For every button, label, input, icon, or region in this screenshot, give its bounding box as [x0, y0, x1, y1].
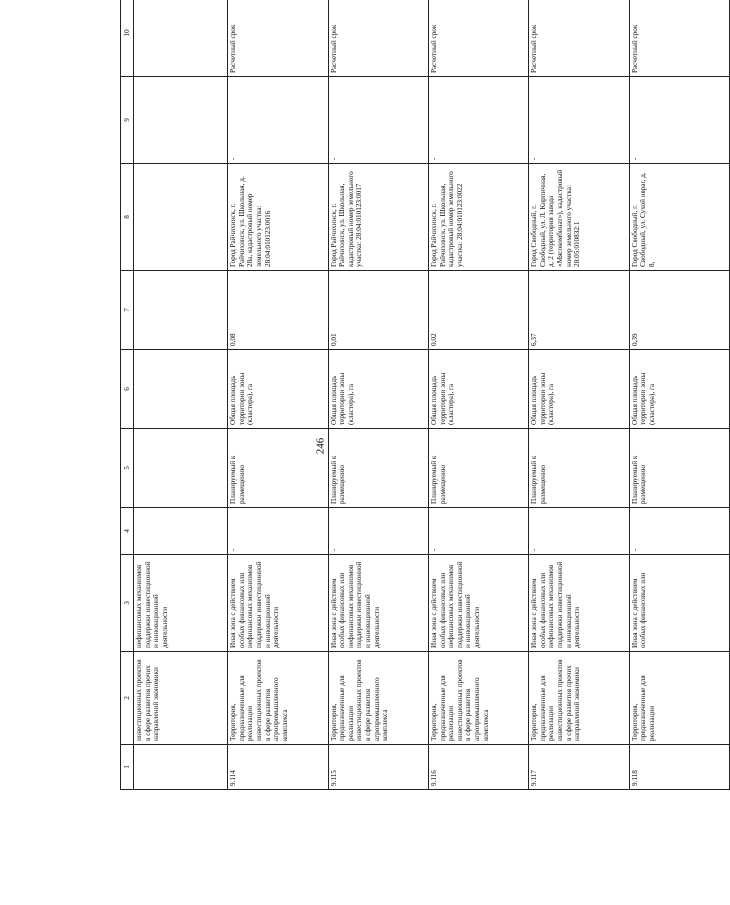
cell-col4: - — [529, 508, 629, 555]
header-cell-3: 3 — [121, 555, 134, 652]
cell-term: Расчетный срок — [629, 0, 729, 77]
cell-term: Расчетный срок — [328, 0, 428, 77]
header-cell-4: 4 — [121, 508, 134, 555]
cell-location: Город Райчихинск, г. Райчихинск, ул. Школьная, д. 28а, кадастровый номер земельного участка: 28:04:010123:0016 — [228, 164, 328, 271]
cell-status: Планируемый к размещению — [328, 429, 428, 508]
page-number: 246 — [314, 437, 327, 455]
cell-term: Расчетный срок — [529, 0, 629, 77]
table-container — [120, 24, 730, 790]
cell-indicator: Общая площадь территории зоны (кластера), га — [228, 350, 328, 429]
cell-territory: Территория, предназначенные для реализации инвестиционных проектов в сфере развития прочих направлений экономики — [529, 652, 629, 745]
cell-territory: Территория, предназначенные для реализации — [629, 652, 729, 745]
cell-term: Расчетный срок — [428, 0, 528, 77]
cell-value — [134, 271, 228, 350]
cell-indicator: Общая площадь территории зоны (кластера), га — [328, 350, 428, 429]
cell-zone-type: Иная зона с действием особых финансовых или нефинансовых механизмов поддержки инвестиционной и инновационной деятельности — [428, 555, 528, 652]
cell-territory: инвестиционных проектов в сфере развития прочих направлений экономики — [134, 652, 228, 745]
cell-value: 0,01 — [328, 271, 428, 350]
cell-number: 9.115 — [328, 745, 428, 790]
cell-status: Планируемый к размещению — [529, 429, 629, 508]
cell-status: Планируемый к размещению — [428, 429, 528, 508]
cell-col4: - — [629, 508, 729, 555]
header-cell-1: 1 — [121, 745, 134, 790]
cell-number: 9.114 — [228, 745, 328, 790]
cell-location: Город Свободный, г. Свободный, ул. Л. Кирпичная, д. 2 (территория завода «Мясокомбинат»), кадастровый номер земельного участка: 28:05:010832:1 — [529, 164, 629, 271]
cell-location — [134, 164, 228, 271]
cell-col4: - — [328, 508, 428, 555]
cell-zone-type: Иная зона с действием особых финансовых или нефинансовых механизмов поддержки инвестиционной и инновационной деятельности — [328, 555, 428, 652]
cell-territory: Территория, предназначенные для реализации инвестиционных проектов в сфере развития агропромышленного комплекса — [328, 652, 428, 745]
header-cell-10: 10 — [121, 0, 134, 77]
header-cell-7: 7 — [121, 271, 134, 350]
table-row-continuation — [134, 0, 228, 790]
cell-zone-type: Иная зона с действием особых финансовых или нефинансовых механизмов поддержки инвестиционной и инновационной деятельности — [228, 555, 328, 652]
header-cell-2: 2 — [121, 652, 134, 745]
cell-col9: - — [428, 77, 528, 164]
cell-location: Город Свободный, г. Свободный, ул. Сухой овраг, д. 8, — [629, 164, 729, 271]
cell-status — [134, 429, 228, 508]
table-row — [328, 0, 428, 790]
cell-col4: - — [228, 508, 328, 555]
cell-indicator: Общая площадь территории зоны (кластера), га — [529, 350, 629, 429]
table-row — [529, 0, 629, 790]
cell-status: Планируемый к размещению — [228, 429, 328, 508]
cell-location: Город Райчихинск, г. Райчихинск, ул. Школьная, кадастровый номер земельного участка: 28:04:010123:0017 — [328, 164, 428, 271]
header-cell-5: 5 — [121, 429, 134, 508]
cell-col9: - — [629, 77, 729, 164]
cell-term — [134, 0, 228, 77]
header-cell-8: 8 — [121, 164, 134, 271]
cell-number: 9.117 — [529, 745, 629, 790]
cell-col9: - — [328, 77, 428, 164]
table-row — [629, 0, 729, 790]
cell-value: 6,37 — [529, 271, 629, 350]
cell-number: 9.116 — [428, 745, 528, 790]
cell-status: Планируемый к размещению — [629, 429, 729, 508]
cell-col4 — [134, 508, 228, 555]
header-cell-9: 9 — [121, 77, 134, 164]
cell-zone-type: Иная зона с действием особых финансовых или — [629, 555, 729, 652]
header-row — [121, 0, 134, 790]
cell-term: Расчетный срок — [228, 0, 328, 77]
cell-zone-type: Иная зона с действием особых финансовых или нефинансовых механизмов поддержки инвестиционной и инновационной деятельности — [529, 555, 629, 652]
cell-number — [134, 745, 228, 790]
header-cell-6: 6 — [121, 350, 134, 429]
cell-col9: - — [529, 77, 629, 164]
cell-value: 0,02 — [428, 271, 528, 350]
cell-col4: - — [428, 508, 528, 555]
table-row — [228, 0, 328, 790]
data-table — [120, 0, 730, 790]
cell-territory: Территория, предназначенные для реализации инвестиционных проектов в сфере развития агропромышленного комплекса — [428, 652, 528, 745]
cell-value: 0,39 — [629, 271, 729, 350]
cell-zone-type: нефинансовых механизмов поддержки инвестиционной и инновационной деятельности — [134, 555, 228, 652]
cell-indicator: Общая площадь территории зоны (кластера), га — [428, 350, 528, 429]
cell-col9: - — [228, 77, 328, 164]
cell-number: 9.118 — [629, 745, 729, 790]
cell-col9 — [134, 77, 228, 164]
cell-territory: Территория, предназначенные для реализации инвестиционных проектов в сфере развития агропромышленного комплекса — [228, 652, 328, 745]
cell-indicator — [134, 350, 228, 429]
cell-value: 0,08 — [228, 271, 328, 350]
table-row — [428, 0, 528, 790]
cell-location: Город Райчихинск, г. Райчихинск, ул. Школьная, кадастровый номер земельного участка: 28:04:010123:0022 — [428, 164, 528, 271]
cell-indicator: Общая площадь территории зоны (кластера), га — [629, 350, 729, 429]
